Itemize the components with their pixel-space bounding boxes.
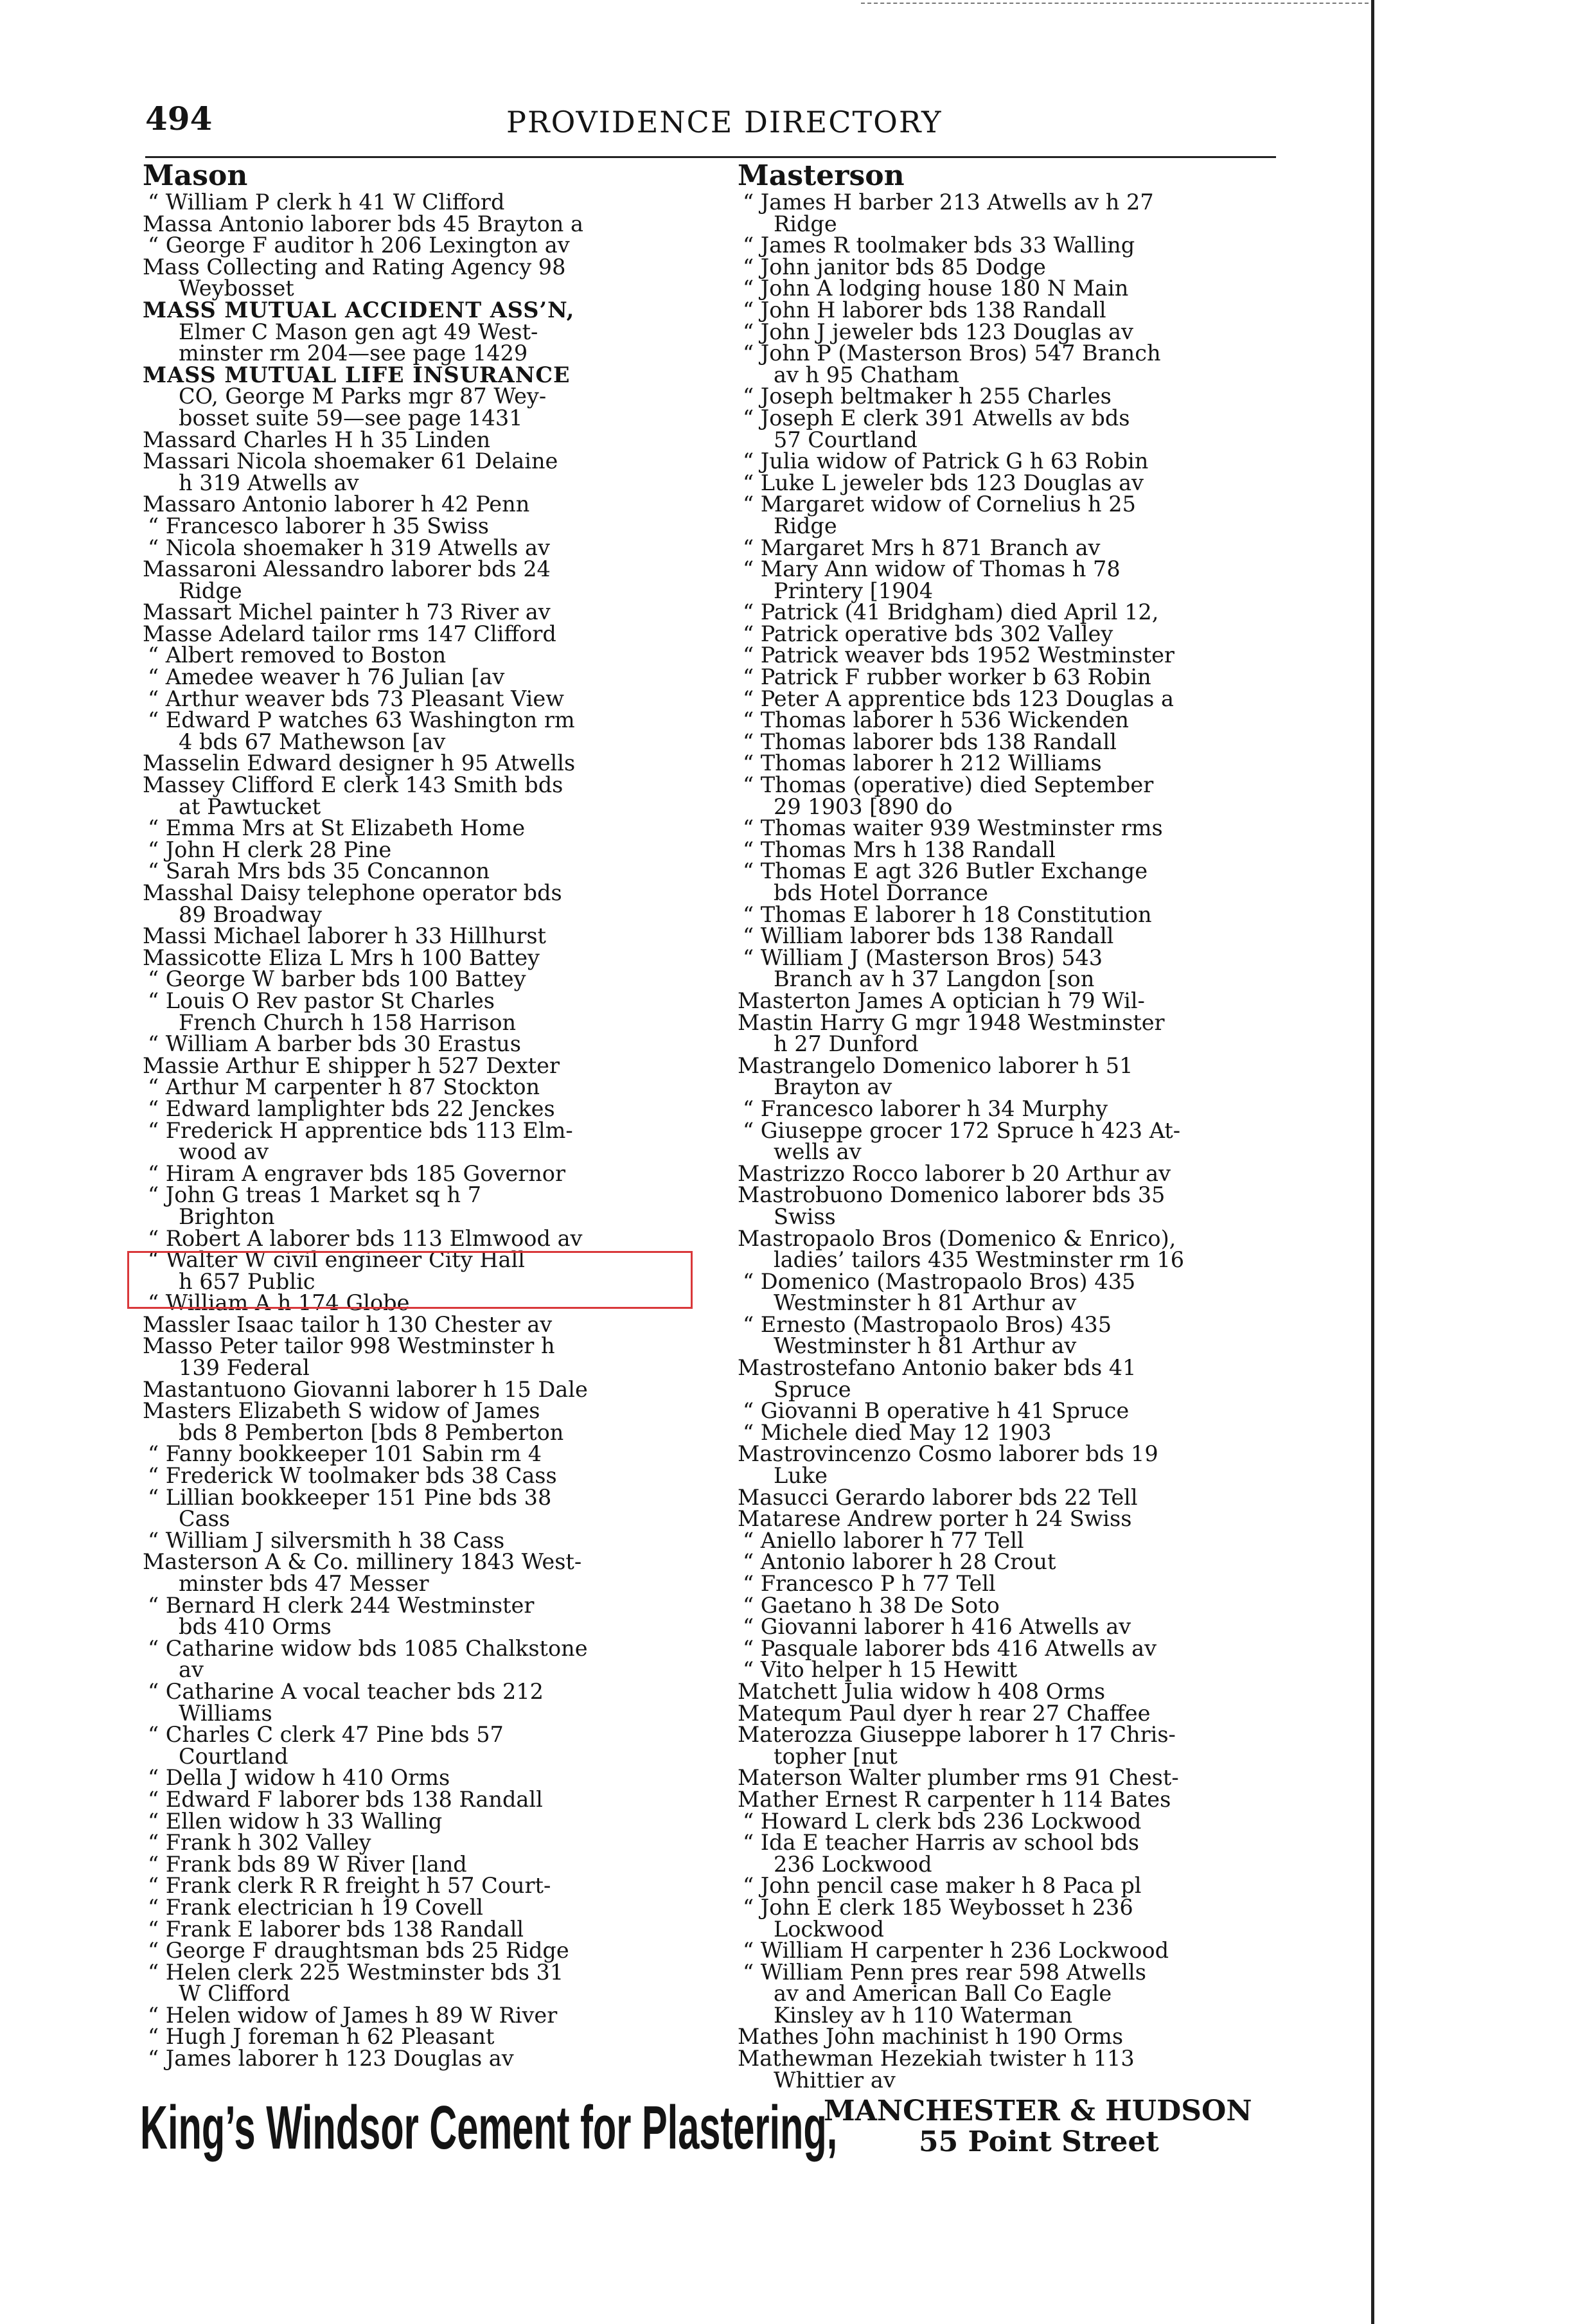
company-name: MANCHESTER & HUDSON — [824, 2095, 1252, 2127]
header-rule — [145, 156, 1276, 158]
directory-entry: “ Louis O Rev pastor St Charles — [148, 988, 495, 1013]
directory-entry: Mathes John machinist h 190 Orms — [738, 2024, 1124, 2050]
directory-entry: 4 bds 67 Mathewson [av — [179, 729, 446, 754]
directory-entry: “ Peter A apprentice bds 123 Douglas a — [743, 686, 1174, 711]
directory-entry: “ Julia widow of Patrick G h 63 Robin — [743, 448, 1149, 474]
directory-entry: “ John A lodging house 180 N Main — [743, 276, 1129, 301]
directory-entry: “ John P (Masterson Bros) 547 Branch — [743, 341, 1161, 366]
directory-entry: Massler Isaac tailor h 130 Chester av — [143, 1311, 553, 1337]
directory-entry: “ Giovanni B operative h 41 Spruce — [743, 1398, 1130, 1424]
directory-entry: Ridge — [774, 513, 837, 538]
directory-entry: “ John janitor bds 85 Dodge — [743, 254, 1046, 279]
directory-entry: 29 1903 [890 do — [774, 794, 953, 819]
directory-entry: Matequm Paul dyer h rear 27 Chaffee — [738, 1700, 1151, 1726]
advertisement-slogan: King’s Windsor Cement for Plastering, — [140, 2093, 838, 2162]
directory-entry: “ Robert A laborer bds 113 Elmwood av — [148, 1225, 583, 1251]
directory-entry: “ Edward P watches 63 Washington rm — [148, 707, 575, 733]
directory-entry: Luke — [774, 1463, 828, 1489]
directory-entry: “ George W barber bds 100 Battey — [148, 966, 526, 992]
directory-entry: “ Thomas (operative) died September — [743, 772, 1154, 798]
directory-entry: “ Thomas laborer h 536 Wickenden — [743, 707, 1129, 733]
directory-entry: Elmer C Mason gen agt 49 West- — [179, 319, 538, 344]
directory-entry: W Clifford — [179, 1981, 290, 2007]
directory-entry: “ William H carpenter h 236 Lockwood — [743, 1938, 1169, 1964]
directory-entry: Masselin Edward designer h 95 Atwells — [143, 750, 576, 776]
directory-entry: at Pawtucket — [179, 794, 321, 819]
directory-entry: “ John J jeweler bds 123 Douglas av — [743, 319, 1133, 344]
directory-entry: “ Walter W civil engineer City Hall — [148, 1247, 525, 1273]
right-column — [738, 159, 1290, 2093]
directory-entry: Mastrizzo Rocco laborer b 20 Arthur av — [738, 1160, 1171, 1186]
directory-entry: “ Domenico (Mastropaolo Bros) 435 — [743, 1268, 1136, 1294]
directory-entry: minster bds 47 Messer — [179, 1571, 429, 1596]
directory-entry: Weybosset — [179, 276, 294, 301]
directory-entry: bds 8 Pemberton [bds 8 Pemberton — [179, 1419, 564, 1445]
directory-entry: “ Lillian bookkeeper 151 Pine bds 38 — [148, 1484, 552, 1510]
directory-entry: “ John G treas 1 Market sq h 7 — [148, 1182, 482, 1208]
page-edge-mark — [861, 3, 1369, 4]
directory-entry: “ Thomas E laborer h 18 Constitution — [743, 901, 1152, 927]
entry-list — [738, 191, 1290, 2091]
directory-entry: Mastantuono Giovanni laborer h 15 Dale — [143, 1376, 588, 1402]
directory-entry: Mastrangelo Domenico laborer h 51 — [738, 1052, 1133, 1078]
directory-entry: Williams — [179, 1700, 272, 1726]
directory-entry: “ George F draughtsman bds 25 Ridge — [148, 1938, 569, 1964]
directory-entry: “ John H clerk 28 Pine — [148, 837, 392, 862]
directory-entry: 139 Federal — [179, 1355, 310, 1381]
highlight-box — [127, 1247, 693, 1309]
directory-entry: Masshal Daisy telephone operator bds — [143, 880, 562, 905]
directory-entry: Kinsley av h 110 Waterman — [774, 2002, 1073, 2028]
directory-entry: Brighton — [179, 1203, 275, 1229]
directory-entry: Brayton av — [774, 1074, 892, 1100]
directory-entry: Masterton James A optician h 79 Wil- — [738, 988, 1145, 1013]
directory-entry: “ James laborer h 123 Douglas av — [148, 2046, 514, 2071]
directory-entry: “ Thomas laborer bds 138 Randall — [743, 729, 1117, 754]
directory-entry: “ William P clerk h 41 W Clifford — [148, 190, 505, 215]
directory-entry: “ Aniello laborer h 77 Tell — [743, 1527, 1024, 1553]
page-border — [1371, 0, 1374, 2324]
directory-entry: Masucci Gerardo laborer bds 22 Tell — [738, 1484, 1138, 1510]
directory-entry: “ William Penn pres rear 598 Atwells — [743, 1959, 1146, 1985]
directory-entry: “ Francesco laborer h 35 Swiss — [148, 513, 489, 538]
directory-entry: “ Hiram A engraver bds 185 Governor — [148, 1160, 565, 1186]
directory-entry: h 657 Public — [179, 1268, 315, 1294]
directory-entry: Massard Charles H h 35 Linden — [143, 427, 491, 452]
directory-entry: Ridge — [179, 578, 242, 603]
directory-entry: “ Patrick weaver bds 1952 Westminster — [743, 643, 1175, 668]
directory-entry: “ Thomas waiter 939 Westminster rms — [743, 815, 1163, 841]
directory-entry: “ Frank clerk R R freight h 57 Court- — [148, 1873, 551, 1899]
directory-entry: “ Thomas Mrs h 138 Randall — [743, 837, 1056, 862]
directory-entry: MASS MUTUAL LIFE INSURANCE — [143, 362, 571, 387]
directory-entry: Lockwood — [774, 1916, 884, 1942]
directory-entry: “ Edward lamplighter bds 22 Jenckes — [148, 1095, 555, 1121]
directory-entry: “ Bernard H clerk 244 Westminster — [148, 1592, 535, 1618]
directory-entry: “ William J (Masterson Bros) 543 — [743, 945, 1103, 970]
directory-entry: Massa Antonio laborer bds 45 Brayton a — [143, 211, 583, 236]
directory-entry: “ Howard L clerk bds 236 Lockwood — [743, 1808, 1142, 1834]
directory-entry: “ Antonio laborer h 28 Crout — [743, 1549, 1056, 1575]
directory-entry: Massey Clifford E clerk 143 Smith bds — [143, 772, 563, 798]
directory-entry: “ Catharine widow bds 1085 Chalkstone — [148, 1635, 588, 1661]
directory-entry: Courtland — [179, 1743, 288, 1769]
directory-entry: Matchett Julia widow h 408 Orms — [738, 1678, 1106, 1704]
directory-entry: av and American Ball Co Eagle — [774, 1981, 1112, 2007]
directory-entry: “ Gaetano h 38 De Soto — [743, 1592, 1000, 1618]
directory-entry: “ James H barber 213 Atwells av h 27 — [743, 190, 1154, 215]
directory-entry: ladies’ tailors 435 Westminster rm 16 — [774, 1247, 1185, 1273]
directory-entry: “ William A h 174 Globe — [148, 1290, 410, 1316]
directory-entry: Branch av h 37 Langdon [son — [774, 966, 1095, 992]
directory-entry: “ William laborer bds 138 Randall — [743, 923, 1114, 949]
directory-entry: h 27 Dunford — [774, 1031, 919, 1057]
directory-entry: av — [179, 1657, 204, 1683]
directory-entry: “ James R toolmaker bds 33 Walling — [743, 233, 1135, 258]
directory-entry: “ Arthur weaver bds 73 Pleasant View — [148, 686, 564, 711]
left-column — [143, 159, 695, 2071]
directory-entry: av h 95 Chatham — [774, 362, 960, 387]
directory-entry: “ Charles C clerk 47 Pine bds 57 — [148, 1722, 504, 1748]
directory-entry: topher [nut — [774, 1743, 898, 1769]
directory-entry: “ Joseph E clerk 391 Atwells av bds — [743, 405, 1130, 430]
directory-entry: Ridge — [774, 211, 837, 236]
company-address: 55 Point Street — [919, 2125, 1159, 2158]
directory-entry: 89 Broadway — [179, 901, 323, 927]
directory-entry: Swiss — [774, 1203, 836, 1229]
directory-entry: “ Patrick (41 Bridgham) died April 12, — [743, 599, 1159, 625]
directory-entry: “ Helen clerk 225 Westminster bds 31 — [148, 1959, 564, 1985]
directory-entry: Massaro Antonio laborer h 42 Penn — [143, 492, 530, 517]
directory-entry: h 319 Atwells av — [179, 470, 359, 495]
directory-entry: 236 Lockwood — [774, 1851, 932, 1877]
directory-entry: “ Nicola shoemaker h 319 Atwells av — [148, 535, 550, 560]
directory-entry: “ Thomas E agt 326 Butler Exchange — [743, 858, 1148, 884]
directory-entry: “ Arthur M carpenter h 87 Stockton — [148, 1074, 540, 1100]
directory-entry: “ Ernesto (Mastropaolo Bros) 435 — [743, 1311, 1112, 1337]
directory-entry: “ William J silversmith h 38 Cass — [148, 1527, 505, 1553]
directory-entry: 57 Courtland — [774, 427, 918, 452]
directory-entry: Masterson A & Co. millinery 1843 West- — [143, 1549, 582, 1575]
directory-entry: Matarese Andrew porter h 24 Swiss — [738, 1506, 1132, 1532]
directory-entry: Mastrostefano Antonio baker bds 41 — [738, 1355, 1137, 1381]
directory-entry: Massart Michel painter h 73 River av — [143, 599, 551, 625]
directory-entry: “ Frederick H apprentice bds 113 Elm- — [148, 1117, 573, 1143]
directory-entry: “ Patrick F rubber worker b 63 Robin — [743, 664, 1151, 690]
directory-entry: “ John E clerk 185 Weybosset h 236 — [743, 1894, 1133, 1920]
directory-entry: “ Joseph beltmaker h 255 Charles — [743, 384, 1112, 409]
directory-entry: “ Michele died May 12 1903 — [743, 1419, 1052, 1445]
directory-entry: Westminster h 81 Arthur av — [774, 1290, 1077, 1316]
directory-entry: “ Francesco P h 77 Tell — [743, 1571, 996, 1596]
directory-entry: Spruce — [774, 1376, 851, 1402]
directory-entry: French Church h 158 Harrison — [179, 1009, 517, 1035]
directory-entry: Massie Arthur E shipper h 527 Dexter — [143, 1052, 560, 1078]
running-title: PROVIDENCE DIRECTORY — [506, 105, 943, 139]
directory-entry: Masse Adelard tailor rms 147 Clifford — [143, 621, 556, 646]
advertisement-company — [824, 2096, 1252, 2158]
directory-entry: Masso Peter tailor 998 Westminster h — [143, 1333, 555, 1359]
directory-entry: “ Frank E laborer bds 138 Randall — [148, 1916, 524, 1942]
directory-entry: “ Emma Mrs at St Elizabeth Home — [148, 815, 526, 841]
directory-entry: “ Frederick W toolmaker bds 38 Cass — [148, 1463, 557, 1489]
directory-entry: “ Giuseppe grocer 172 Spruce h 423 At- — [743, 1117, 1181, 1143]
directory-entry: Massicotte Eliza L Mrs h 100 Battey — [143, 945, 540, 970]
directory-entry: Mather Ernest R carpenter h 114 Bates — [738, 1786, 1171, 1812]
entry-list — [143, 191, 695, 2070]
directory-entry: Mastrobuono Domenico laborer bds 35 — [738, 1182, 1166, 1208]
directory-entry: “ William A barber bds 30 Erastus — [148, 1031, 521, 1057]
directory-entry: “ George F auditor h 206 Lexington av — [148, 233, 570, 258]
directory-entry: Mastropaolo Bros (Domenico & Enrico), — [738, 1225, 1176, 1251]
directory-entry: Materson Walter plumber rms 91 Chest- — [738, 1765, 1179, 1791]
directory-entry: “ Frank bds 89 W River [land — [148, 1851, 467, 1877]
directory-entry: Massaroni Alessandro laborer bds 24 — [143, 556, 551, 582]
directory-entry: “ Della J widow h 410 Orms — [148, 1765, 450, 1791]
directory-entry: wells av — [774, 1139, 862, 1165]
directory-entry: “ Ida E teacher Harris av school bds — [743, 1830, 1139, 1856]
directory-entry: bds Hotel Dorrance — [774, 880, 988, 905]
directory-entry: Whittier av — [774, 2067, 896, 2093]
directory-entry: “ Sarah Mrs bds 35 Concannon — [148, 858, 490, 884]
directory-entry: “ Giovanni laborer h 416 Atwells av — [743, 1614, 1131, 1640]
directory-entry: bosset suite 59—see page 1431 — [179, 405, 523, 430]
directory-entry: Mastrovincenzo Cosmo laborer bds 19 — [738, 1441, 1158, 1467]
directory-entry: “ Margaret widow of Cornelius h 25 — [743, 492, 1136, 517]
page-number: 494 — [145, 100, 213, 137]
directory-entry: “ Pasquale laborer bds 416 Atwells av — [743, 1635, 1157, 1661]
directory-entry: Westminster h 81 Arthur av — [774, 1333, 1077, 1359]
directory-entry: “ Ellen widow h 33 Walling — [148, 1808, 443, 1834]
directory-entry: Mass Collecting and Rating Agency 98 — [143, 254, 566, 279]
column-heading: Masterson — [738, 159, 905, 192]
directory-entry: CO, George M Parks mgr 87 Wey- — [179, 384, 547, 409]
directory-entry: “ Hugh J foreman h 62 Pleasant — [148, 2024, 495, 2050]
directory-entry: Mastin Harry G mgr 1948 Westminster — [738, 1009, 1165, 1035]
directory-entry: “ Frank electrician h 19 Covell — [148, 1894, 483, 1920]
directory-entry: “ Francesco laborer h 34 Murphy — [743, 1095, 1108, 1121]
column-heading: Mason — [143, 159, 248, 192]
directory-entry: “ Edward F laborer bds 138 Randall — [148, 1786, 543, 1812]
directory-entry: Mathewman Hezekiah twister h 113 — [738, 2046, 1135, 2071]
directory-entry: Massari Nicola shoemaker 61 Delaine — [143, 448, 558, 474]
directory-entry: “ Patrick operative bds 302 Valley — [743, 621, 1113, 646]
directory-entry: “ Mary Ann widow of Thomas h 78 — [743, 556, 1121, 582]
directory-entry: Cass — [179, 1506, 230, 1532]
directory-entry: bds 410 Orms — [179, 1614, 332, 1640]
directory-entry: “ John pencil case maker h 8 Paca pl — [743, 1873, 1142, 1899]
directory-entry: “ Frank h 302 Valley — [148, 1830, 371, 1856]
directory-entry: “ Albert removed to Boston — [148, 643, 447, 668]
directory-entry: “ Margaret Mrs h 871 Branch av — [743, 535, 1101, 560]
directory-entry: “ Luke L jeweler bds 123 Douglas av — [743, 470, 1144, 495]
directory-entry: “ John H laborer bds 138 Randall — [743, 297, 1106, 323]
directory-entry: Materozza Giuseppe laborer h 17 Chris- — [738, 1722, 1176, 1748]
directory-entry: Masters Elizabeth S widow of James — [143, 1398, 540, 1424]
directory-entry: wood av — [179, 1139, 269, 1165]
directory-entry: Printery [1904 — [774, 578, 934, 603]
directory-entry: “ Amedee weaver h 76 Julian [av — [148, 664, 505, 690]
directory-entry: “ Catharine A vocal teacher bds 212 — [148, 1678, 544, 1704]
directory-entry: MASS MUTUAL ACCIDENT ASS’N, — [143, 297, 575, 323]
directory-entry: Massi Michael laborer h 33 Hillhurst — [143, 923, 547, 949]
directory-entry: “ Thomas laborer h 212 Williams — [743, 750, 1102, 776]
directory-entry: minster rm 204—see page 1429 — [179, 341, 528, 366]
directory-entry: “ Vito helper h 15 Hewitt — [743, 1657, 1018, 1683]
directory-entry: “ Helen widow of James h 89 W River — [148, 2002, 558, 2028]
directory-entry: “ Fanny bookkeeper 101 Sabin rm 4 — [148, 1441, 542, 1467]
